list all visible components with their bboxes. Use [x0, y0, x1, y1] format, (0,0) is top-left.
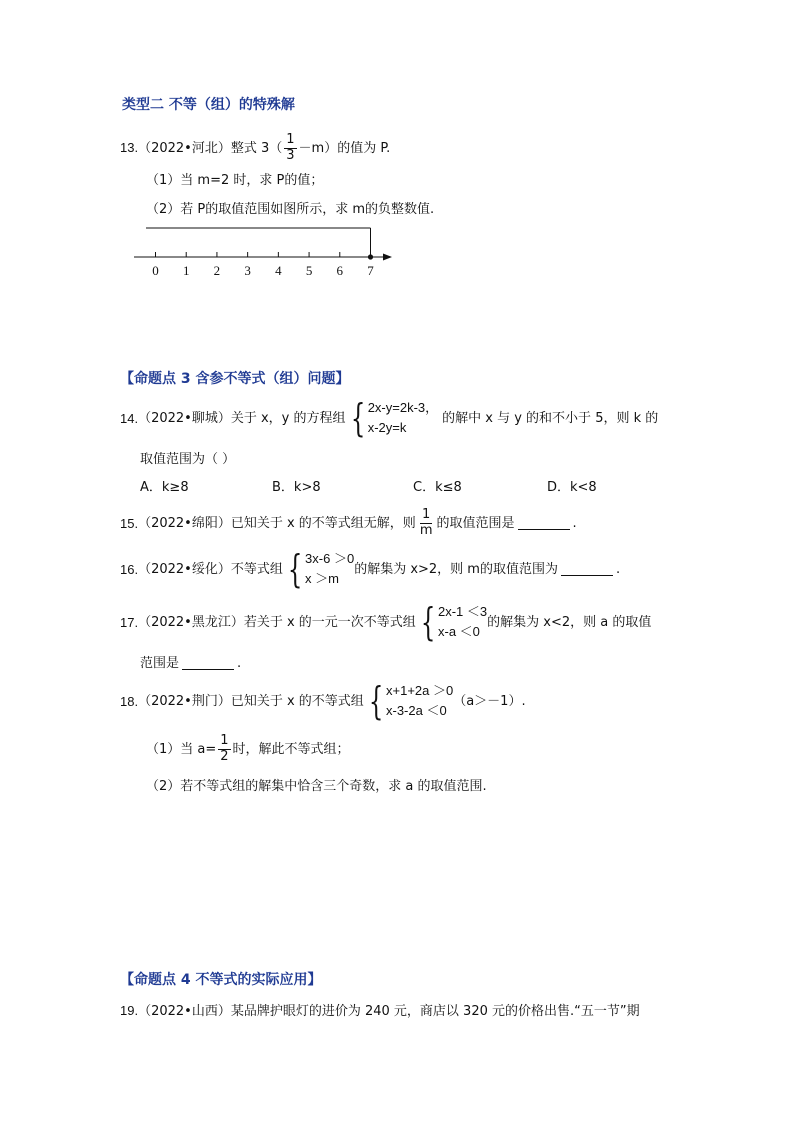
question-source: （2022•绥化） — [138, 561, 231, 577]
section-heading-type2: 类型二 不等（组）的特殊解 — [122, 97, 295, 113]
question-number: 18. — [120, 693, 139, 709]
inequality-system: { 2x-1 ＜3 x-a ＜0 — [420, 600, 488, 645]
question-18-part-1: （1）当 a= $\frac{1}{2}$ 时，解此不等式组； — [146, 733, 350, 764]
fraction: $\frac{1}{3}$ — [286, 132, 295, 163]
equation-system: { 2x-y=2k-3， x-2y=k — [350, 396, 439, 441]
axis-tick-label: 3 — [244, 263, 251, 278]
question-number: 19. — [120, 1003, 139, 1018]
section-heading-4: 【命题点 4 不等式的实际应用】 — [120, 972, 322, 988]
question-source: （2022•河北） — [138, 140, 231, 156]
question-number: 16. — [120, 561, 139, 577]
option-d: D．k<8 — [547, 480, 597, 495]
axis-tick-label: 1 — [182, 263, 190, 278]
question-14-line-2: 取值范围为（ ） — [140, 452, 236, 467]
fraction: $\frac{1}{2}$ — [220, 733, 229, 764]
axis-arrow-icon — [383, 254, 392, 261]
fraction: $\frac{1}{m}$ — [419, 507, 433, 538]
answer-blank — [561, 563, 613, 576]
axis-tick-label: 0 — [152, 263, 159, 278]
question-number: 17. — [120, 614, 139, 630]
question-13-part-1: （1）当 m=2 时，求 P的值； — [146, 173, 324, 188]
option-b: B．k>8 — [272, 480, 321, 495]
option-c: C．k≤8 — [413, 480, 462, 495]
axis-tick-label: 6 — [336, 263, 344, 278]
question-number: 15. — [120, 515, 139, 531]
axis-tick-label: 4 — [275, 263, 282, 278]
option-a: A．k≥8 — [140, 480, 189, 495]
question-source: （2022•绵阳） — [138, 515, 231, 531]
question-14: 14. （2022•聊城） 关于 x，y 的方程组 { 2x-y=2k-3， x-2y=k 的解中 x 与 y 的和不小于 5，则 k 的 — [120, 396, 659, 441]
question-18: 18. （2022•荆门） 已知关于 x 的不等式组 { x+1+2a ＞0 x-3-2a ＜0 （a＞－1）. — [120, 679, 526, 724]
question-17-line-2: 范围是 . — [140, 656, 242, 671]
question-source: （2022•聊城） — [138, 410, 231, 426]
inequality-system: { x+1+2a ＞0 x-3-2a ＜0 — [368, 679, 454, 724]
question-number: 14. — [120, 410, 139, 426]
inequality-system: { 3x-6 ＞0 x ＞m — [287, 547, 355, 592]
number-line-figure — [130, 220, 400, 282]
question-13: 13.（2022•河北）整式 3（ $\frac{1}{3}$ －m）的值为 P. — [120, 132, 391, 163]
ray-endpoint-dot — [368, 254, 373, 259]
question-13-part-2: （2）若 P的取值范围如图所示，求 m的负整数值. — [146, 202, 435, 217]
axis-tick-label: 5 — [305, 263, 313, 278]
question-16: 16. （2022•绥化） 不等式组 { 3x-6 ＞0 x ＞m 的解集为 x>2，则 m的取值范围为 . — [120, 547, 621, 592]
question-source: （2022•黑龙江） — [138, 614, 244, 630]
question-18-part-2: （2）若不等式组的解集中恰含三个奇数，求 a 的取值范围. — [146, 779, 487, 794]
question-15: 15. （2022•绵阳） 已知关于 x 的不等式组无解，则 $\frac{1}{m}$ 的取值范围是 . — [120, 507, 577, 538]
question-source: （2022•荆门） — [138, 693, 231, 709]
question-17: 17. （2022•黑龙江） 若关于 x 的一元一次不等式组 { 2x-1 ＜3 x-a ＜0 的解集为 x<2，则 a 的取值 — [120, 600, 652, 645]
question-19: 19.（2022•山西）某品牌护眼灯的进价为 240 元，商店以 320 元的价格出售.“五一节”期 — [120, 1003, 640, 1019]
question-source: （2022•山西） — [138, 1004, 231, 1019]
axis-tick-label: 7 — [367, 263, 374, 278]
answer-blank — [182, 657, 234, 670]
question-number: 13. — [120, 139, 139, 155]
section-heading-3: 【命题点 3 含参不等式（组）问题】 — [120, 371, 350, 387]
axis-tick-label: 2 — [213, 263, 221, 278]
answer-blank — [518, 517, 570, 530]
